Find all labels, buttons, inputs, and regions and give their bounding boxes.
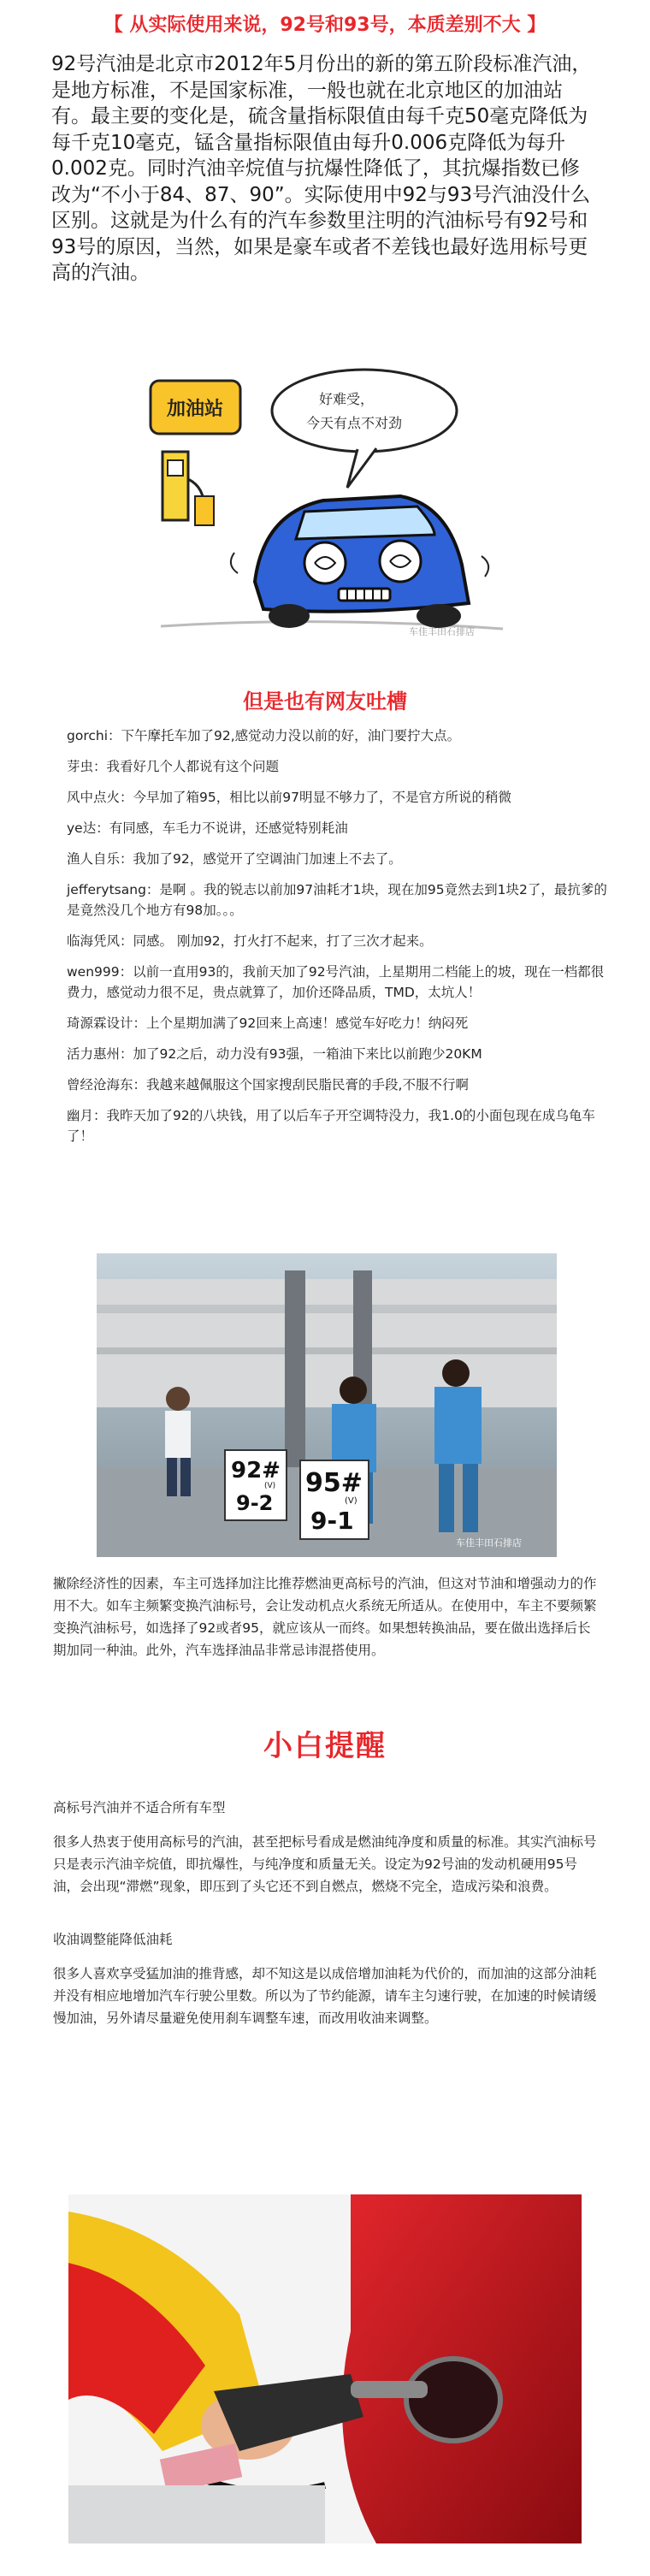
intro-text — [51, 51, 599, 287]
comment-user: 活力惠州： — [67, 1046, 133, 1062]
comment-item — [67, 756, 614, 777]
tip-body: 很多人喜欢享受猛加油的推背感，却不知这是以成倍增加油耗为代价的，而加油的这部分油耗并没有相应地增加汽车行驶公里数。所以为了节约能源，请车主匀速行驶，在加速的时候请缓慢加油，另外请尽量避免使用刹车调整车速，而改用收油来调整。 — [53, 1966, 597, 2026]
photo-refueling — [68, 2194, 582, 2543]
section-title-complaints: 但是也有网友吐槽 — [243, 690, 407, 714]
comment-item — [67, 1075, 614, 1095]
intro-paragraph: 92号汽油是北京市2012年5月份出的新的第五阶段标准汽油，是地方标准，不是国家标准，一般也就在北京地区的加油站有。最主要的变化是，硫含量指标限值由每千克50毫克降低为每千克10毫克，锰含量指标限值由每升0.006克降低为每升0.002克。同时汽油辛烷值与抗爆性降低了，其抗爆指数已修改为“不小于84、87、90”。实际使用中92与93号汽油没什么区别。这就是为什么有的汽车参数里注明的汽油标号有92号和93号的原因，当然，如果是豪车或者不差钱也最好选用标号更高的汽油。 — [51, 53, 592, 284]
comment-user: 渔人自乐： — [67, 851, 133, 867]
sign-95-grade: 95# — [305, 1468, 363, 1498]
comment-item — [67, 1105, 614, 1146]
tip-heading: 高标号汽油并不适合所有车型 — [53, 1800, 226, 1815]
advice-paragraph — [53, 1572, 600, 1661]
comment-item — [67, 879, 614, 921]
comment-text: 上个星期加满了92回来上高速！感觉车好吃力！纳闷死 — [146, 1016, 469, 1031]
comment-text: 加了92之后，动力没有93强，一箱油下来比以前跑少20KM — [133, 1046, 482, 1062]
comment-text: 以前一直用93的，我前天加了92号汽油，上星期用二档能上的坡，现在一档都很费力，感觉动力很不足，贵点就算了，加价还降品质，TMD，太坑人！ — [67, 964, 605, 1000]
tip-block — [53, 1928, 600, 2029]
tip-heading: 收油调整能降低油耗 — [53, 1932, 173, 1947]
photo-refueling-svg — [68, 2194, 582, 2543]
comment-list — [67, 725, 614, 1157]
sign-92-grade: 92# — [231, 1458, 281, 1483]
advice-text: 撇除经济性的因素，车主可选择加注比推荐燃油更高标号的汽油，但这对节油和增强动力的作用不大。如车主频繁变换汽油标号，会让发动机点火系统无所适从。在使用中，车主不要频繁变换汽油标号，如选择了92或者95，就应该从一而终。如果想转换油品，要在做出选择后长期加同一种油。此外，汽车选择油品非常忌讳混搭使用。 — [53, 1576, 597, 1658]
speech-line-1: 好难受， — [319, 391, 375, 407]
photo-fuel-signs-svg — [97, 1253, 557, 1557]
comment-user: 临海凭风： — [67, 933, 133, 949]
comment-text: 今早加了箱95，相比以前97明显不够力了，不是官方所说的稍微 — [133, 790, 511, 805]
comment-item — [67, 787, 614, 808]
comment-user: 风中点火： — [67, 790, 133, 805]
comment-user: 琦源霖设计： — [67, 1016, 147, 1031]
comment-item — [67, 725, 614, 746]
tip-block — [53, 1797, 600, 1898]
speech-line-2: 今天有点不对劲 — [306, 415, 403, 431]
comment-text: 我越来越佩服这个国家搜刮民脂民膏的手段,不服不行啊 — [146, 1077, 469, 1093]
comment-item — [67, 818, 614, 838]
cartoon-svg — [144, 359, 511, 646]
comment-item — [67, 1044, 614, 1064]
comment-text: 有同感，车毛力不说讲，还感觉特别耗油 — [109, 820, 348, 836]
comment-user: jefferytsang： — [67, 882, 160, 897]
comment-user: 芽虫： — [67, 759, 107, 774]
sign-95-code: 9-1 — [310, 1507, 354, 1535]
comment-item — [67, 849, 614, 869]
comment-user: gorchi： — [67, 728, 121, 743]
comment-text: 同感。 刚加92，打火打不起来，打了三次才起来。 — [133, 933, 433, 949]
tip-body: 很多人热衷于使用高标号的汽油，甚至把标号看成是燃油纯净度和质量的标准。其实汽油标号只是表示汽油辛烷值，即抗爆性，与纯净度和质量无关。设定为92号油的发动机硬用95号油，会出现“滞燃”现象，即压到了头它还不到自燃点，燃烧不完全，造成污染和浪费。 — [53, 1834, 597, 1894]
comment-item — [67, 962, 614, 1003]
comment-user: wen999： — [67, 964, 133, 980]
comment-text: 我看好几个人都说有这个问题 — [106, 759, 280, 774]
comment-item — [67, 931, 614, 951]
sign-92-code: 9-2 — [236, 1491, 274, 1515]
tips-section — [53, 1797, 600, 2060]
comment-user: ye达： — [67, 820, 109, 836]
comment-text: 我昨天加了92的八块钱，用了以后车子开空调特没力，我1.0的小面包现在成乌龟车了！ — [67, 1108, 595, 1144]
gas-station-sign: 加油站 — [166, 399, 224, 420]
comment-text: 是啊 。我的锐志以前加97油耗才1块，现在加95竟然去到1块2了，最抗爹的是竟然没几个地方有98加。。。 — [67, 882, 607, 918]
sign-92-standard: (V) — [264, 1482, 276, 1490]
photo1-watermark: 车佳丰田石排店 — [456, 1537, 522, 1549]
headline: 【 从实际使用来说，92号和93号，本质差别不大 】 — [103, 15, 547, 36]
cartoon-watermark: 车佳丰田石排店 — [409, 626, 475, 637]
comment-text: 我加了92，感觉开了空调油门加速上不去了。 — [133, 851, 402, 867]
section-title-tips: 小白提醒 — [263, 1729, 387, 1763]
comment-item — [67, 1013, 614, 1033]
photo-fuel-signs — [97, 1253, 557, 1557]
sign-95-standard: (V) — [345, 1496, 358, 1506]
comment-user: 曾经沧海东： — [67, 1077, 147, 1093]
comment-user: 幽月： — [67, 1108, 107, 1123]
comment-text: 下午摩托车加了92,感觉动力没以前的好，油门要拧大点。 — [121, 728, 461, 743]
cartoon-illustration — [144, 359, 511, 646]
